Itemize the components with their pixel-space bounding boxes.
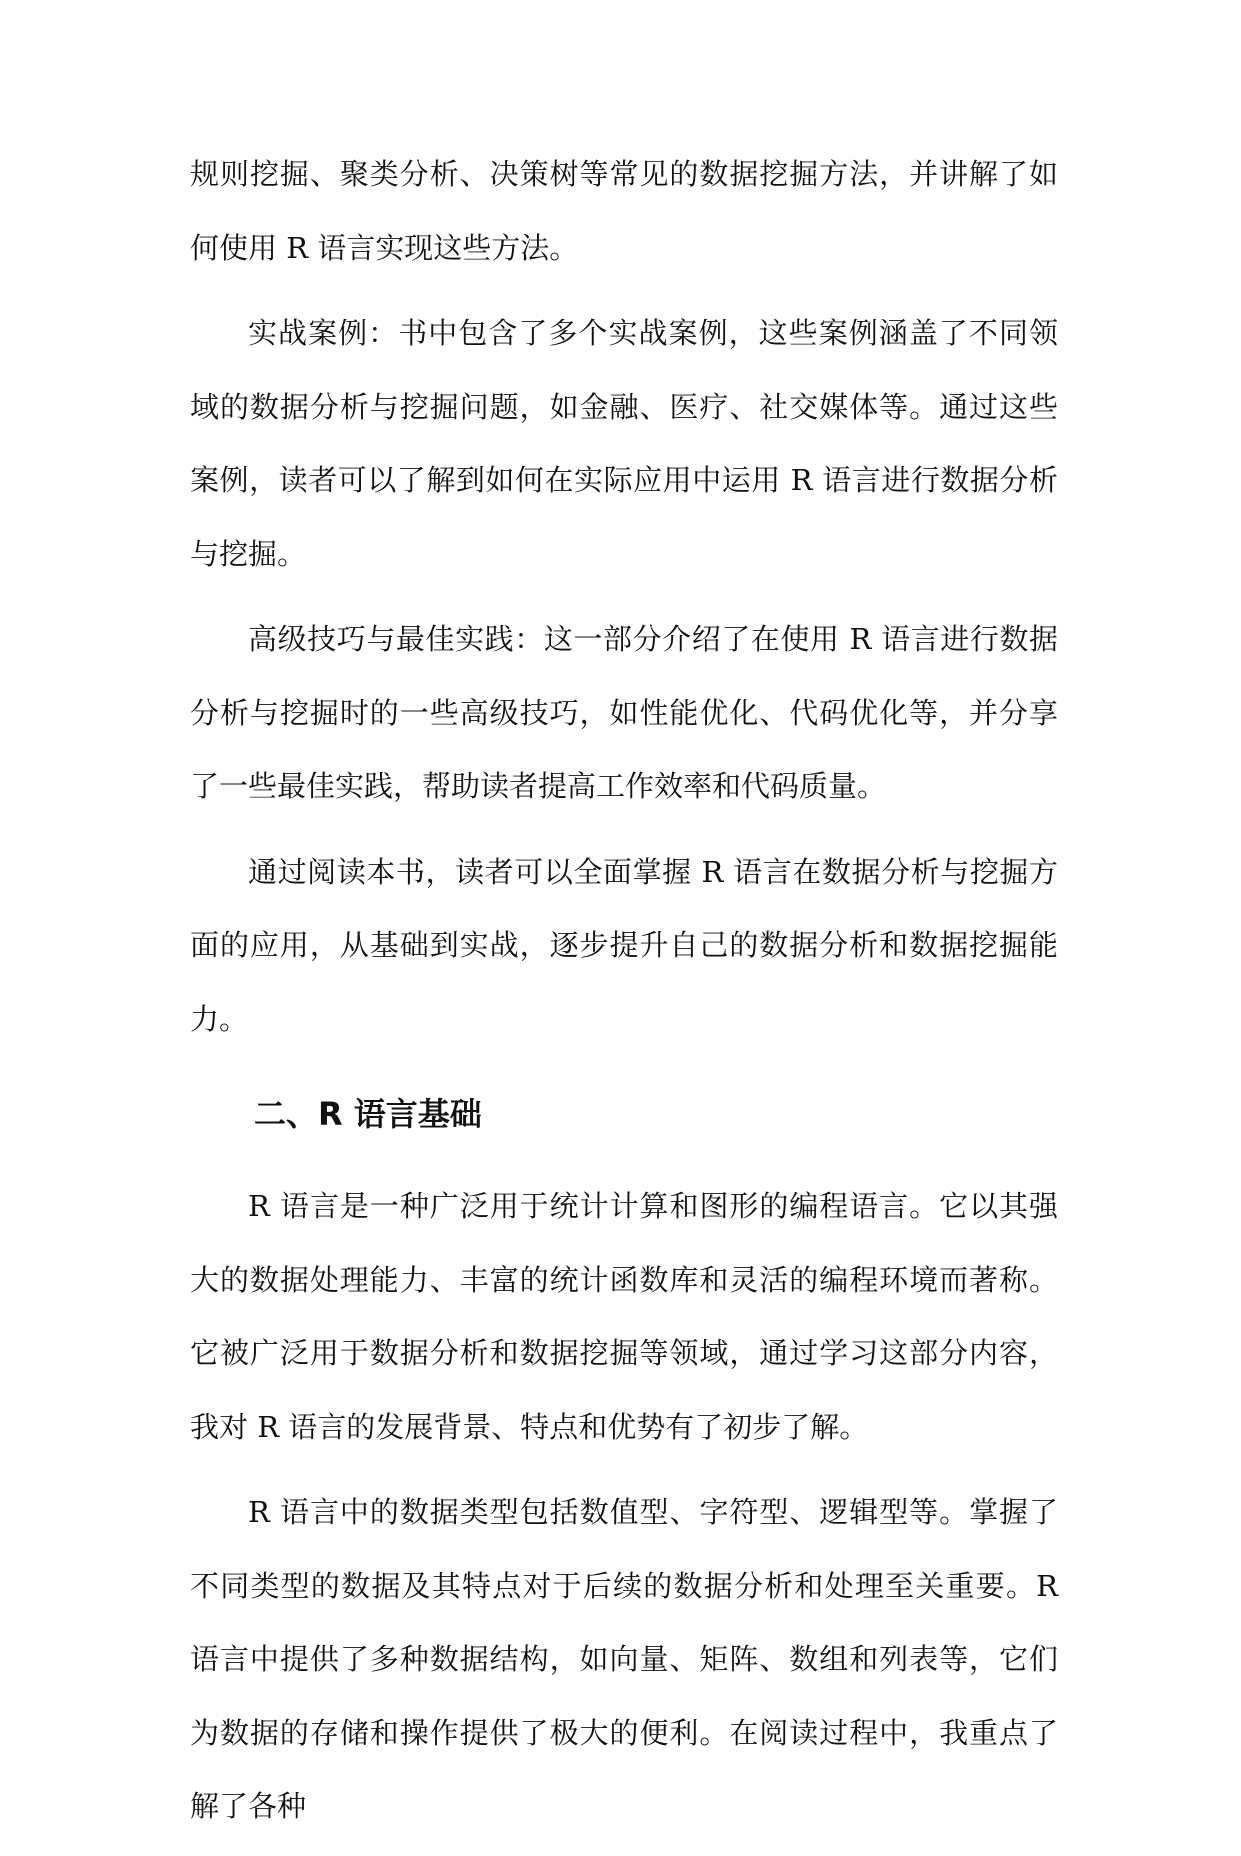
section-heading: 二、R 语言基础 (254, 1095, 482, 1133)
paragraph-summary: 通过阅读本书，读者可以全面掌握 R 语言在数据分析与挖掘方面的应用，从基础到实战，逐步提升自己的数据分析和数据挖掘能力。 (190, 854, 1058, 1036)
paragraph-continued: 规则挖掘、聚类分析、决策树等常见的数据挖掘方法，并讲解了如何使用 R 语言实现这些方法。 (190, 157, 1058, 265)
paragraph-r-intro: R 语言是一种广泛用于统计计算和图形的编程语言。它以其强大的数据处理能力、丰富的统计函数库和灵活的编程环境而著称。它被广泛用于数据分析和数据挖掘等领域，通过学习这部分内容，我对 R 语言的发展背景、特点和优势有了初步了解。 (190, 1189, 1058, 1444)
paragraph-advanced-tips: 高级技巧与最佳实践：这一部分介绍了在使用 R 语言进行数据分析与挖掘时的一些高级技巧，如性能优化、代码优化等，并分享了一些最佳实践，帮助读者提高工作效率和代码质量。 (190, 622, 1058, 803)
paragraph-r-data-types: R 语言中的数据类型包括数值型、字符型、逻辑型等。掌握了不同类型的数据及其特点对于后续的数据分析和处理至关重要。R 语言中提供了多种数据结构，如向量、矩阵、数组和列表等，它们为数据的存储和操作提供了极大的便利。在阅读过程中，我重点了解了各种 (190, 1495, 1058, 1823)
document-page (190, 138, 1058, 1856)
paragraph-case-studies: 实战案例：书中包含了多个实战案例，这些案例涵盖了不同领域的数据分析与挖掘问题，如金融、医疗、社交媒体等。通过这些案例，读者可以了解到如何在实际应用中运用 R 语言进行数据分析与挖掘。 (190, 316, 1058, 571)
